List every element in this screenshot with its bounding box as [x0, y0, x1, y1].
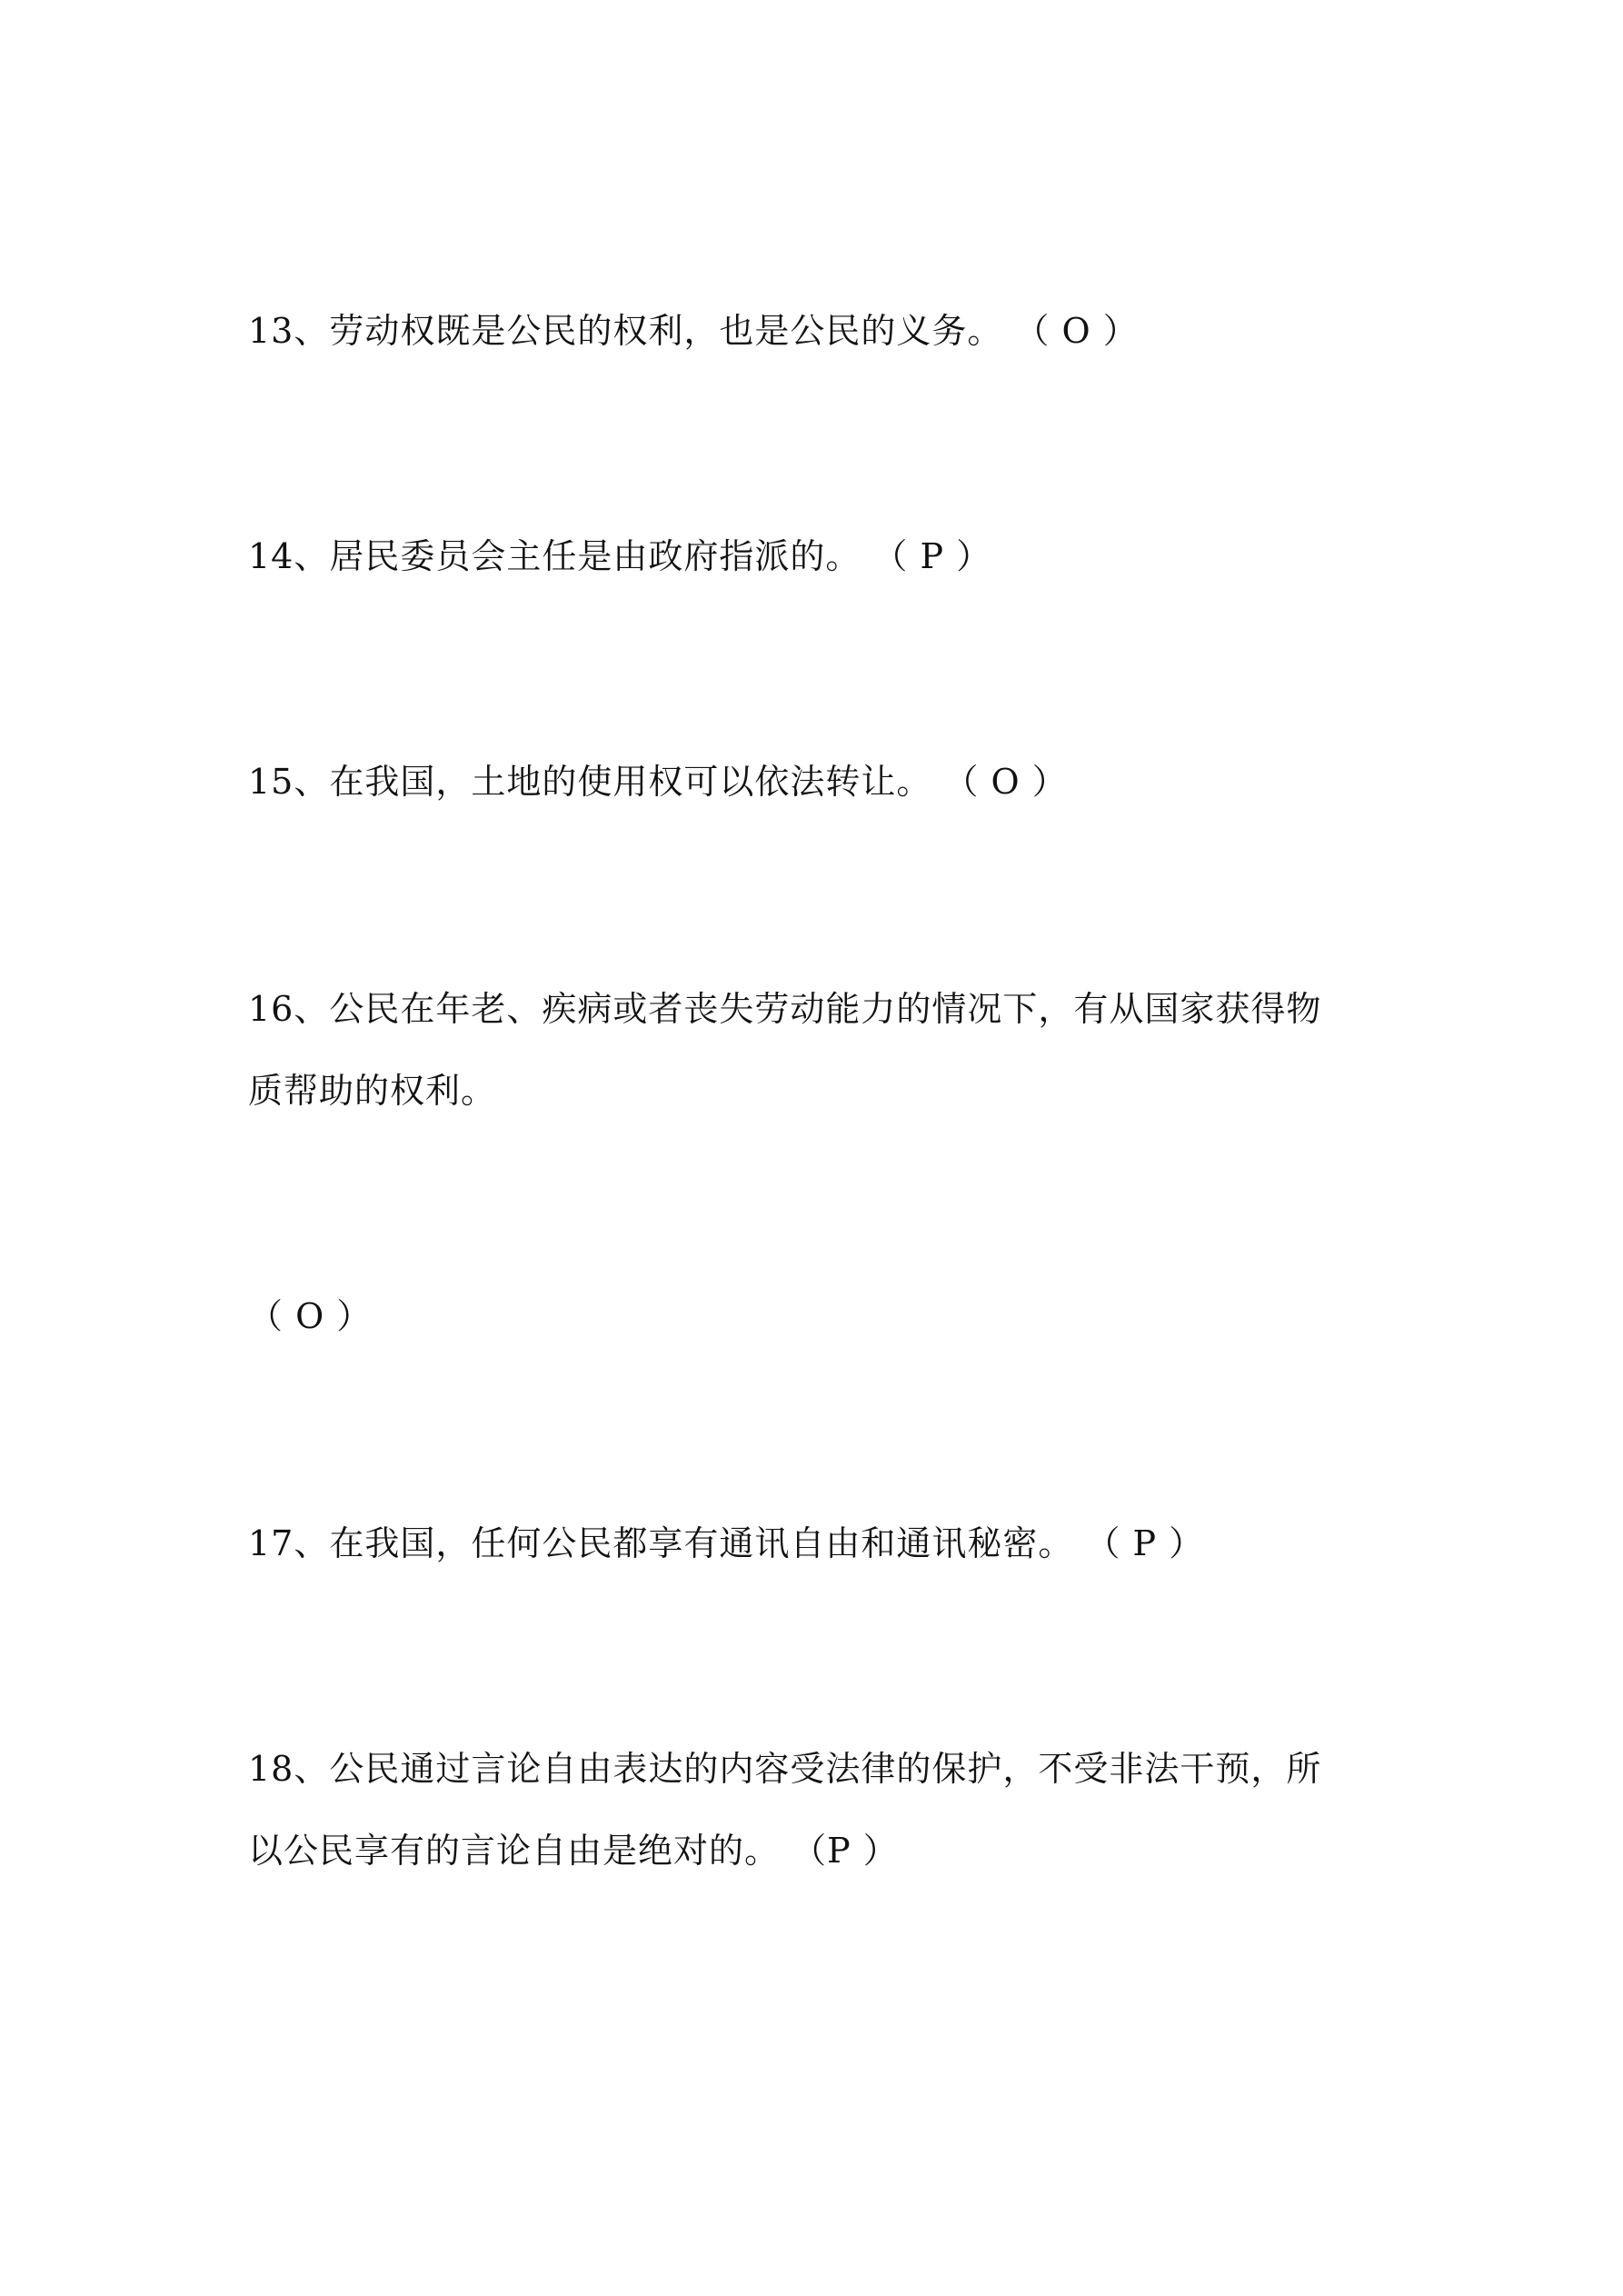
- question-13: 13、劳动权既是公民的权利，也是公民的义务。 （ O ）: [248, 311, 1139, 351]
- question-14: 14、居民委员会主任是由政府指派的。 （ P ）: [248, 536, 992, 576]
- question-18-line-2: 以公民享有的言论自由是绝对的。 （P ）: [248, 1831, 899, 1871]
- question-16-line-1: 16、公民在年老、疾病或者丧失劳动能力的情况下，有从国家获得物: [248, 989, 1322, 1029]
- question-16-answer: （ O ）: [248, 1296, 373, 1336]
- question-18-line-1: 18、公民通过言论自由表达的内容受法律的保护，不受非法干预，所: [248, 1749, 1322, 1789]
- question-15: 15、在我国，土地的使用权可以依法转让。 （ O ）: [248, 762, 1068, 802]
- question-16-line-2: 质帮助的权利。: [248, 1071, 497, 1111]
- question-17: 17、在我国，任何公民都享有通讯自由和通讯秘密。 （ P ）: [248, 1523, 1205, 1563]
